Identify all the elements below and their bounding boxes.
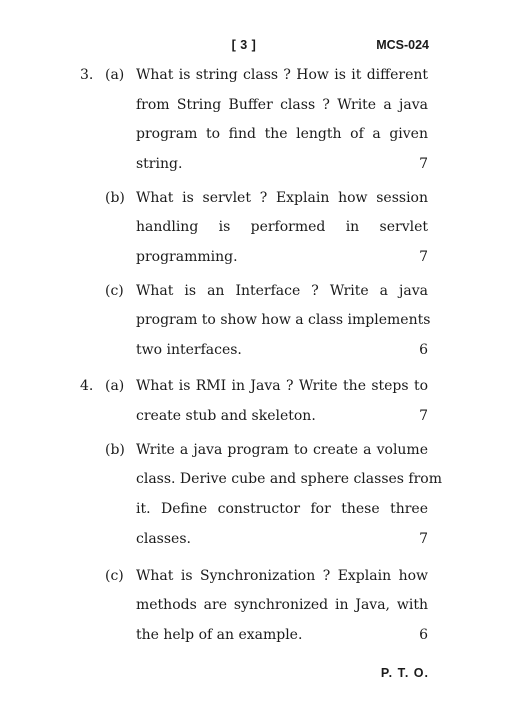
question-text-line: class. Derive cube and sphere classes from [136,471,442,487]
question-text-line: program to show how a class implements [136,312,431,328]
question-text-line: from String Buffer class ? Write a java [136,97,428,113]
question-text-line: methods are synchronized in Java, with [136,597,428,613]
question-text-line: What is an Interface ? Write a java [136,283,428,299]
marks: 7 [419,531,428,547]
course-code: MCS-024 [376,38,429,52]
question-text-line: What is RMI in Java ? Write the steps to [136,378,428,394]
question-text-line: program to find the length of a given [136,126,428,142]
question-text-line: two interfaces. [136,342,242,358]
part-label: (b) [105,190,125,206]
question-text-line: What is servlet ? Explain how session [136,190,428,206]
part-label: (c) [105,568,124,584]
question-text-line: Write a java program to create a volume [136,442,428,458]
question-text-line: handling is performed in servlet [136,219,428,235]
marks: 7 [419,249,428,265]
part-label: (c) [105,283,124,299]
question-text-line: programming. [136,249,238,265]
marks: 7 [419,408,428,424]
please-turn-over: P. T. O. [380,666,429,680]
question-text-line: it. Define constructor for these three [136,501,428,517]
part-label: (b) [105,442,125,458]
question-text-line: the help of an example. [136,627,303,643]
question-text-line: What is string class ? How is it different [136,67,428,83]
part-label: (a) [105,67,125,83]
part-label: (a) [105,378,125,394]
page-number: [ 3 ] [231,38,257,52]
marks: 6 [419,627,428,643]
question-number: 4. [80,378,94,394]
marks: 7 [419,156,428,172]
question-text-line: create stub and skeleton. [136,408,316,424]
question-number: 3. [80,67,94,83]
question-text-line: classes. [136,531,191,547]
question-text-line: string. [136,156,183,172]
question-text-line: What is Synchronization ? Explain how [136,568,428,584]
marks: 6 [419,342,428,358]
